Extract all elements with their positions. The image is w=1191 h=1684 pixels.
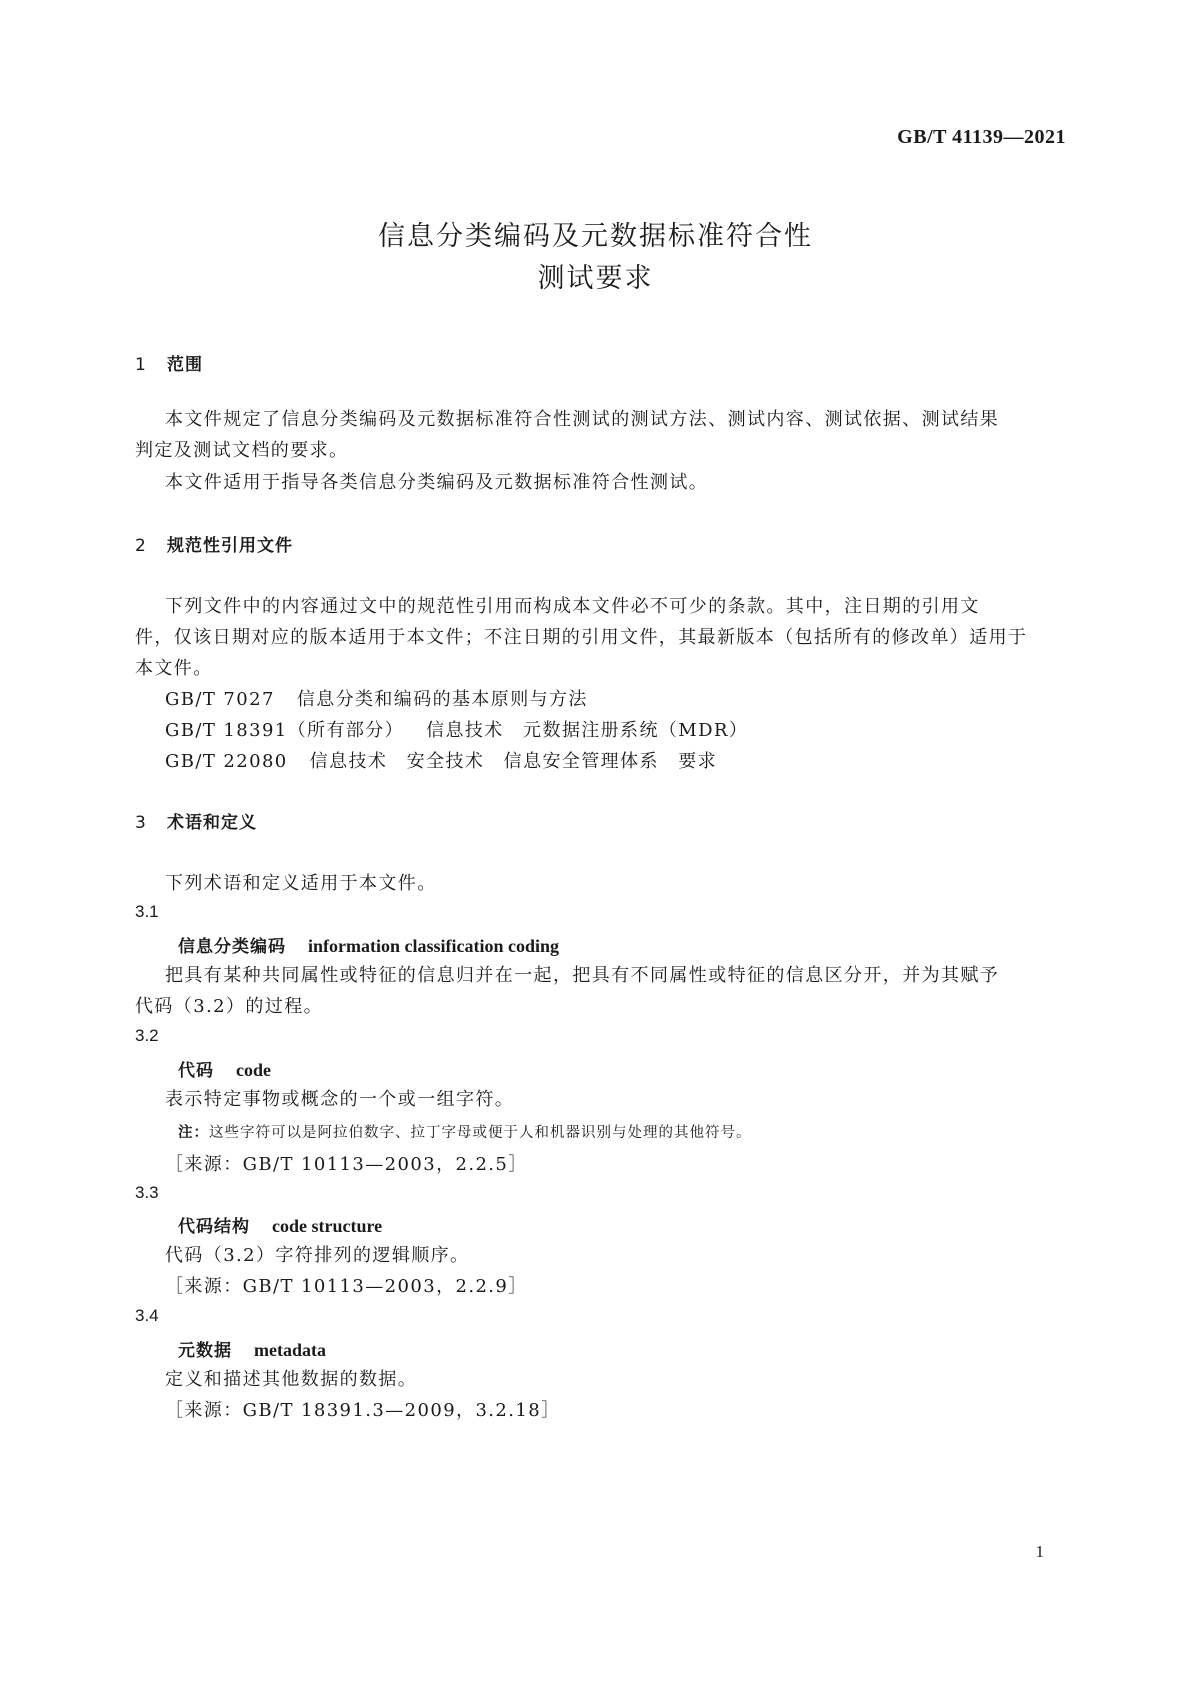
normative-reference bbox=[165, 716, 748, 742]
standard-number: GB/T 41139—2021 bbox=[897, 126, 1066, 148]
s1-paragraph-2: 本文件适用于指导各类信息分类编码及元数据标准符合性测试。 bbox=[165, 472, 709, 493]
section-1-heading bbox=[135, 350, 203, 375]
section-3-heading bbox=[135, 808, 257, 833]
normative-reference bbox=[165, 685, 588, 711]
reference-title: 信息技术 安全技术 信息安全管理体系 要求 bbox=[309, 751, 718, 772]
reference-code: GB/T 18391（所有部分） bbox=[165, 720, 405, 741]
note-text: 这些字符可以是阿拉伯数字、拉丁字母或便于人和机器识别与处理的其他符号。 bbox=[209, 1125, 752, 1141]
term-heading bbox=[178, 1056, 271, 1081]
s2-paragraph-line-1: 下列文件中的内容通过文中的规范性引用而构成本文件必不可少的条款。其中，注日期的引用文 bbox=[165, 596, 980, 617]
term-number: 3.2 bbox=[135, 1026, 159, 1045]
section-number: 3 bbox=[135, 813, 147, 833]
term-zh: 代码 bbox=[178, 1061, 214, 1081]
term-source: ［来源：GB/T 10113—2003，2.2.5］ bbox=[165, 1154, 528, 1175]
term-heading bbox=[178, 1336, 326, 1361]
normative-reference bbox=[165, 747, 717, 773]
s1-paragraph-1-line-2: 判定及测试文档的要求。 bbox=[135, 440, 349, 461]
note-label: 注： bbox=[178, 1125, 209, 1141]
s2-paragraph-line-2: 件，仅该日期对应的版本适用于本文件；不注日期的引用文件，其最新版本（包括所有的修改单）适用于 bbox=[135, 627, 1028, 648]
term-heading bbox=[178, 1212, 382, 1237]
page-number: 1 bbox=[1035, 1542, 1044, 1561]
term-en: metadata bbox=[254, 1340, 326, 1360]
term-zh: 代码结构 bbox=[178, 1217, 250, 1237]
term-note bbox=[178, 1121, 752, 1142]
term-definition: 定义和描述其他数据的数据。 bbox=[165, 1369, 418, 1390]
section-title: 规范性引用文件 bbox=[167, 536, 293, 556]
document-title-line1: 信息分类编码及元数据标准符合性 bbox=[378, 221, 813, 252]
term-definition-line-2: 代码（3.2）的过程。 bbox=[135, 996, 324, 1017]
s3-intro: 下列术语和定义适用于本文件。 bbox=[165, 873, 437, 894]
section-title: 范围 bbox=[167, 355, 203, 375]
term-definition: 表示特定事物或概念的一个或一组字符。 bbox=[165, 1089, 515, 1110]
reference-title: 信息分类和编码的基本原则与方法 bbox=[296, 689, 588, 710]
term-en: information classification coding bbox=[308, 936, 559, 956]
term-source: ［来源：GB/T 18391.3—2009，3.2.18］ bbox=[165, 1400, 561, 1421]
s2-paragraph-line-3: 本文件。 bbox=[135, 658, 213, 679]
section-number: 2 bbox=[135, 536, 147, 556]
term-number: 3.4 bbox=[135, 1306, 159, 1325]
document-title-line2: 测试要求 bbox=[537, 263, 654, 294]
term-definition-line-1: 把具有某种共同属性或特征的信息归并在一起，把具有不同属性或特征的信息区分开，并为其赋予 bbox=[165, 965, 1000, 986]
section-title: 术语和定义 bbox=[167, 813, 257, 833]
term-zh: 信息分类编码 bbox=[178, 937, 286, 957]
term-en: code structure bbox=[272, 1216, 383, 1236]
section-number: 1 bbox=[135, 355, 147, 375]
section-2-heading bbox=[135, 531, 293, 556]
term-number: 3.1 bbox=[135, 902, 159, 921]
term-number: 3.3 bbox=[135, 1183, 159, 1202]
term-zh: 元数据 bbox=[178, 1341, 232, 1361]
reference-code: GB/T 7027 bbox=[165, 689, 275, 710]
term-heading bbox=[178, 932, 559, 957]
reference-title: 信息技术 元数据注册系统（MDR） bbox=[426, 720, 749, 741]
term-en: code bbox=[236, 1060, 271, 1080]
term-source: ［来源：GB/T 10113—2003，2.2.9］ bbox=[165, 1276, 528, 1297]
reference-code: GB/T 22080 bbox=[165, 751, 288, 772]
s1-paragraph-1-line-1: 本文件规定了信息分类编码及元数据标准符合性测试的测试方法、测试内容、测试依据、测试结果 bbox=[165, 409, 1000, 430]
term-definition: 代码（3.2）字符排列的逻辑顺序。 bbox=[165, 1245, 470, 1266]
